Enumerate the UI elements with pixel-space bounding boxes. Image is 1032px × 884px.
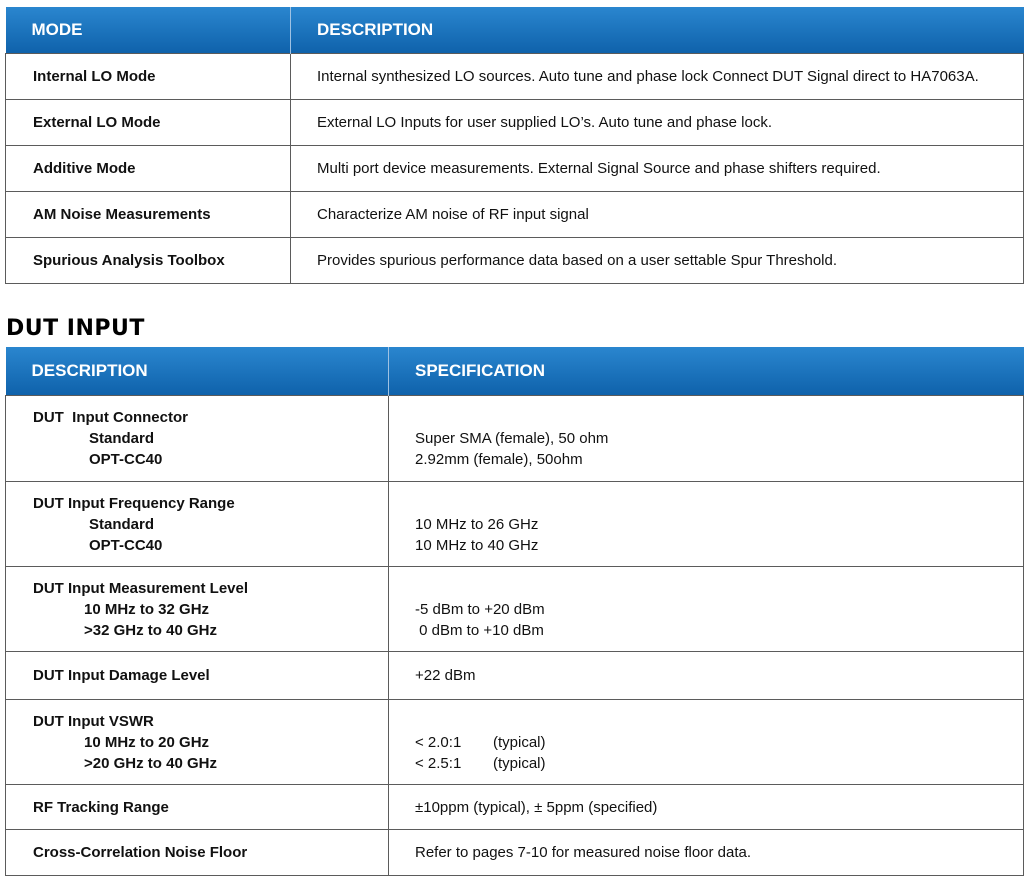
table-row xyxy=(6,396,1024,482)
spec-sub-label: OPT-CC40 xyxy=(89,536,163,554)
table-row xyxy=(6,192,1024,238)
spec-line xyxy=(415,753,1023,774)
spec-sub-label: Standard xyxy=(89,430,155,447)
spec-label xyxy=(6,567,389,652)
spec-line: 2.92mm (female), 50ohm xyxy=(415,451,583,468)
spec-label xyxy=(6,700,389,785)
table-row xyxy=(6,146,1024,192)
table-row xyxy=(6,785,1024,830)
spec-value: +22 dBm xyxy=(389,652,1024,700)
spec-line: 10 MHz to 40 GHz xyxy=(415,536,539,554)
section-title: DUT INPUT xyxy=(6,316,145,341)
spec-label-main: DUT Input VSWR xyxy=(33,712,154,730)
spec-line: Super SMA (female), 50 ohm xyxy=(415,430,609,447)
spec-value xyxy=(389,482,1024,567)
spec-label: Cross-Correlation Noise Floor xyxy=(6,830,389,876)
spec-sub-label: >32 GHz to 40 GHz xyxy=(84,621,217,639)
spec-label: DUT Input Damage Level xyxy=(6,652,389,700)
spec-value: Refer to pages 7-10 for measured noise floor data. xyxy=(389,830,1024,876)
mode-column-header: MODE xyxy=(6,7,291,54)
mode-name: AM Noise Measurements xyxy=(6,192,291,238)
table-row xyxy=(6,652,1024,700)
spec-label-main: DUT Input Frequency Range xyxy=(33,494,235,512)
spec-value xyxy=(389,396,1024,482)
table-row xyxy=(6,830,1024,876)
spec-label xyxy=(6,396,389,482)
spec-vswr-value: < 2.0:1 xyxy=(415,733,462,751)
spec-label-main: DUT Input Measurement Level xyxy=(33,579,249,597)
spec-label xyxy=(6,482,389,567)
spec-sub-label: 10 MHz to 32 GHz xyxy=(84,600,210,618)
spec-vswr-value: < 2.5:1 xyxy=(415,754,462,772)
table-row xyxy=(6,238,1024,284)
spec-label: RF Tracking Range xyxy=(6,785,389,830)
spec-sub-label: >20 GHz to 40 GHz xyxy=(84,754,217,772)
spec-line: -5 dBm to +20 dBm xyxy=(415,600,545,618)
spec-value xyxy=(389,567,1024,652)
spec-sub-label: OPT-CC40 xyxy=(89,451,163,468)
table-row xyxy=(6,700,1024,785)
mode-description: External LO Inputs for user supplied LO’s. Auto tune and phase lock. xyxy=(291,100,1024,146)
mode-name: Internal LO Mode xyxy=(6,54,291,100)
modes-header-row xyxy=(6,7,1024,54)
description-column-header: DESCRIPTION xyxy=(291,7,1024,54)
spec-line xyxy=(415,732,1023,753)
mode-name: Spurious Analysis Toolbox xyxy=(6,238,291,284)
spec-vswr-note: (typical) xyxy=(493,754,546,772)
spec-label-main: DUT Input Connector xyxy=(33,409,188,426)
mode-name: Additive Mode xyxy=(6,146,291,192)
mode-description: Provides spurious performance data based on a user settable Spur Threshold. xyxy=(291,238,1024,284)
modes-table xyxy=(5,7,1024,284)
dut-header-row xyxy=(6,347,1024,396)
specification-column-header: SPECIFICATION xyxy=(389,347,1024,396)
table-row xyxy=(6,567,1024,652)
spec-sub-label: 10 MHz to 20 GHz xyxy=(84,733,210,751)
spec-vswr-note: (typical) xyxy=(493,733,546,751)
spec-value: ±10ppm (typical), ± 5ppm (specified) xyxy=(389,785,1024,830)
dut-input-table xyxy=(5,347,1024,876)
table-row xyxy=(6,54,1024,100)
mode-description: Multi port device measurements. External Signal Source and phase shifters required. xyxy=(291,146,1024,192)
table-row xyxy=(6,482,1024,567)
spec-sub-label: Standard xyxy=(89,515,155,533)
mode-description: Internal synthesized LO sources. Auto tune and phase lock Connect DUT Signal direct to HA7063A. xyxy=(291,54,1024,100)
description-column-header: DESCRIPTION xyxy=(6,347,389,396)
mode-name: External LO Mode xyxy=(6,100,291,146)
table-row xyxy=(6,100,1024,146)
mode-description: Characterize AM noise of RF input signal xyxy=(291,192,1024,238)
spec-line: 10 MHz to 26 GHz xyxy=(415,515,539,533)
spec-value xyxy=(389,700,1024,785)
spec-line: 0 dBm to +10 dBm xyxy=(415,621,544,639)
